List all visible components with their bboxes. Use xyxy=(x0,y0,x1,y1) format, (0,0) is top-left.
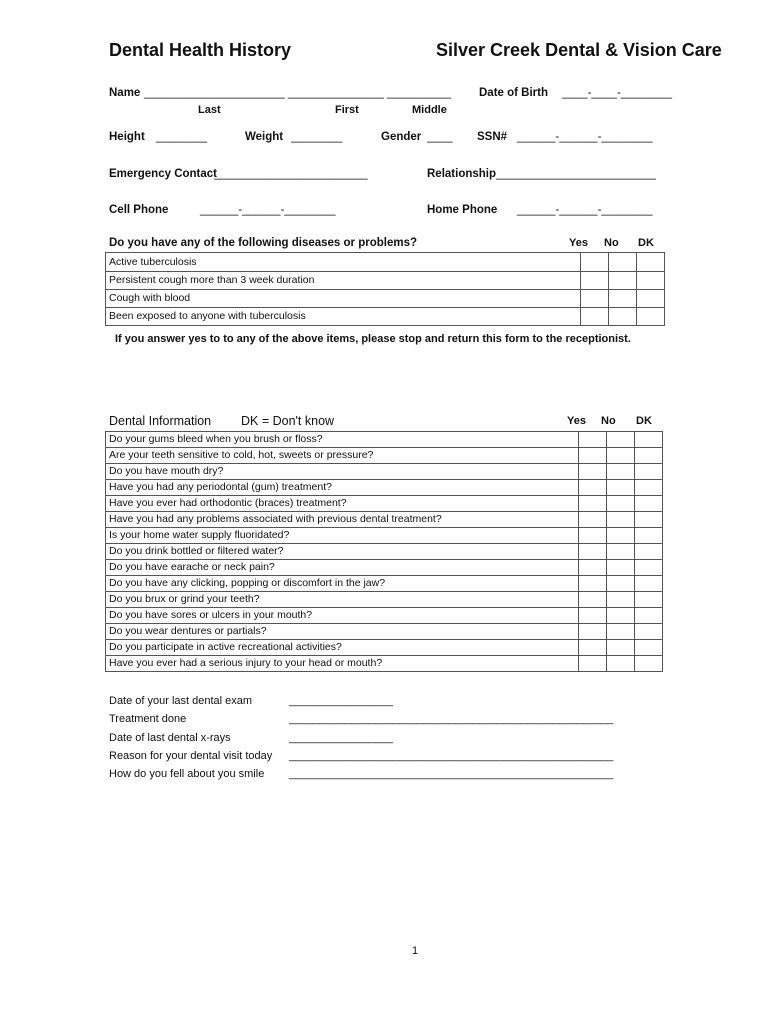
dental-dk-checkbox[interactable] xyxy=(635,640,663,656)
dental-dk-checkbox[interactable] xyxy=(635,656,663,672)
table-row xyxy=(106,640,663,656)
dental-question: Do you have any clicking, popping or discomfort in the jaw? xyxy=(106,576,579,592)
followup-label: Reason for your dental visit today xyxy=(109,750,273,762)
table-row xyxy=(106,576,663,592)
tb-dk-checkbox[interactable] xyxy=(637,308,665,326)
followup-field[interactable]: _____________________________________________________ xyxy=(289,750,614,762)
emergency-field[interactable]: ________________________ xyxy=(214,168,368,180)
form-title: Dental Health History xyxy=(109,40,292,60)
table-row xyxy=(106,496,663,512)
height-label: Height xyxy=(109,131,145,143)
cell-phone-field[interactable]: ______-______-________ xyxy=(200,204,336,216)
tb-item: Active tuberculosis xyxy=(106,253,581,272)
dob-field[interactable]: ____-____-________ xyxy=(562,87,672,99)
dental-question: Have you had any problems associated with previous dental treatment? xyxy=(106,512,579,528)
height-field[interactable]: ________ xyxy=(156,131,208,143)
dental-dk-checkbox[interactable] xyxy=(635,480,663,496)
tb-item: Persistent cough more than 3 week duration xyxy=(106,272,581,290)
dental-question: Do you wear dentures or partials? xyxy=(106,624,579,640)
dental-question: Do you participate in active recreational activities? xyxy=(106,640,579,656)
dental-dk-checkbox[interactable] xyxy=(635,608,663,624)
tb-item: Cough with blood xyxy=(106,290,581,308)
dental-yes-checkbox[interactable] xyxy=(579,560,607,576)
dental-dk-checkbox[interactable] xyxy=(635,592,663,608)
weight-field[interactable]: ________ xyxy=(291,131,343,143)
weight-label: Weight xyxy=(245,131,284,143)
relationship-label: Relationship xyxy=(427,168,497,180)
dental-yes-checkbox[interactable] xyxy=(579,528,607,544)
followup-label: How do you fell about you smile xyxy=(109,768,265,780)
dob-label: Date of Birth xyxy=(479,87,548,99)
followup-label: Date of your last dental exam xyxy=(109,695,253,707)
tb-col-no: No xyxy=(604,237,619,249)
dental-question: Have you ever had orthodontic (braces) treatment? xyxy=(106,496,579,512)
dental-dk-checkbox[interactable] xyxy=(635,496,663,512)
dental-table xyxy=(105,431,663,672)
gender-field[interactable]: ____ xyxy=(427,131,453,143)
dental-no-checkbox[interactable] xyxy=(607,608,635,624)
name-field[interactable]: ______________________ _______________ __________ xyxy=(144,87,451,99)
table-row xyxy=(106,448,663,464)
table-row xyxy=(106,464,663,480)
dental-dk-checkbox[interactable] xyxy=(635,432,663,448)
dental-yes-checkbox[interactable] xyxy=(579,624,607,640)
dental-col-yes: Yes xyxy=(567,415,586,427)
dental-dk-checkbox[interactable] xyxy=(635,464,663,480)
dental-dk-checkbox[interactable] xyxy=(635,560,663,576)
tb-yes-checkbox[interactable] xyxy=(581,308,609,326)
tb-no-checkbox[interactable] xyxy=(609,308,637,326)
table-row xyxy=(106,592,663,608)
emergency-label: Emergency Contact xyxy=(109,168,218,180)
dental-question: Do your gums bleed when you brush or floss? xyxy=(106,432,579,448)
dental-yes-checkbox[interactable] xyxy=(579,544,607,560)
name-sub-first: First xyxy=(335,104,359,116)
cell-phone-label: Cell Phone xyxy=(109,204,169,216)
dental-no-checkbox[interactable] xyxy=(607,640,635,656)
tb-dk-checkbox[interactable] xyxy=(637,272,665,290)
home-phone-label: Home Phone xyxy=(427,204,498,216)
tb-table xyxy=(105,252,665,326)
dental-dk-checkbox[interactable] xyxy=(635,448,663,464)
table-row xyxy=(106,432,663,448)
dental-no-checkbox[interactable] xyxy=(607,576,635,592)
dental-dk-checkbox[interactable] xyxy=(635,512,663,528)
home-phone-field[interactable]: ______-______-________ xyxy=(517,204,653,216)
table-row xyxy=(106,624,663,640)
dental-yes-checkbox[interactable] xyxy=(579,432,607,448)
dental-yes-checkbox[interactable] xyxy=(579,608,607,624)
table-row xyxy=(106,308,665,326)
tb-no-checkbox[interactable] xyxy=(609,272,637,290)
dental-yes-checkbox[interactable] xyxy=(579,496,607,512)
dental-question: Do you have mouth dry? xyxy=(106,464,579,480)
dental-question: Do you drink bottled or filtered water? xyxy=(106,544,579,560)
followup-label: Treatment done xyxy=(109,713,187,725)
dental-no-checkbox[interactable] xyxy=(607,512,635,528)
dental-yes-checkbox[interactable] xyxy=(579,640,607,656)
dental-yes-checkbox[interactable] xyxy=(579,656,607,672)
table-row xyxy=(106,528,663,544)
practice-name: Silver Creek Dental & Vision Care xyxy=(436,40,722,60)
tb-col-yes: Yes xyxy=(569,237,588,249)
table-row xyxy=(106,253,665,272)
tb-yes-checkbox[interactable] xyxy=(581,272,609,290)
table-row xyxy=(106,272,665,290)
tb-dk-checkbox[interactable] xyxy=(637,253,665,272)
dental-no-checkbox[interactable] xyxy=(607,560,635,576)
tb-dk-checkbox[interactable] xyxy=(637,290,665,308)
tb-col-dk: DK xyxy=(638,237,654,249)
dental-yes-checkbox[interactable] xyxy=(579,512,607,528)
tb-yes-checkbox[interactable] xyxy=(581,290,609,308)
dental-no-checkbox[interactable] xyxy=(607,528,635,544)
tb-note: If you answer yes to to any of the above items, please stop and return this form to the receptionist. xyxy=(115,333,631,345)
dental-question: Do you have sores or ulcers in your mouth? xyxy=(106,608,579,624)
dental-no-checkbox[interactable] xyxy=(607,496,635,512)
table-row xyxy=(106,512,663,528)
dk-note: DK = Don't know xyxy=(241,414,335,428)
name-label: Name xyxy=(109,87,141,99)
followup-field[interactable]: _________________ xyxy=(289,695,394,707)
dental-dk-checkbox[interactable] xyxy=(635,544,663,560)
dental-heading: Dental Information xyxy=(109,414,212,428)
table-row xyxy=(106,544,663,560)
table-row xyxy=(106,480,663,496)
dental-question: Do you brux or grind your teeth? xyxy=(106,592,579,608)
dental-yes-checkbox[interactable] xyxy=(579,464,607,480)
dental-no-checkbox[interactable] xyxy=(607,448,635,464)
dental-col-dk: DK xyxy=(636,415,652,427)
table-row xyxy=(106,656,663,672)
name-sub-last: Last xyxy=(198,104,221,116)
dental-yes-checkbox[interactable] xyxy=(579,448,607,464)
dental-question: Do you have earache or neck pain? xyxy=(106,560,579,576)
gender-label: Gender xyxy=(381,131,422,143)
dental-dk-checkbox[interactable] xyxy=(635,528,663,544)
dental-no-checkbox[interactable] xyxy=(607,656,635,672)
dental-no-checkbox[interactable] xyxy=(607,432,635,448)
dental-question: Is your home water supply fluoridated? xyxy=(106,528,579,544)
table-row xyxy=(106,608,663,624)
dental-no-checkbox[interactable] xyxy=(607,464,635,480)
dental-question: Are your teeth sensitive to cold, hot, sweets or pressure? xyxy=(106,448,579,464)
dental-question: Have you had any periodontal (gum) treatment? xyxy=(106,480,579,496)
tb-item: Been exposed to anyone with tuberculosis xyxy=(106,308,581,326)
dental-no-checkbox[interactable] xyxy=(607,544,635,560)
page-number: 1 xyxy=(412,945,419,957)
dental-col-no: No xyxy=(601,415,616,427)
tb-no-checkbox[interactable] xyxy=(609,253,637,272)
dental-yes-checkbox[interactable] xyxy=(579,480,607,496)
dental-yes-checkbox[interactable] xyxy=(579,576,607,592)
dental-no-checkbox[interactable] xyxy=(607,480,635,496)
table-row xyxy=(106,560,663,576)
tb-no-checkbox[interactable] xyxy=(609,290,637,308)
dental-dk-checkbox[interactable] xyxy=(635,624,663,640)
dental-no-checkbox[interactable] xyxy=(607,592,635,608)
ssn-field[interactable]: ______-______-________ xyxy=(517,131,653,143)
dental-question: Have you ever had a serious injury to your head or mouth? xyxy=(106,656,579,672)
table-row xyxy=(106,290,665,308)
tb-yes-checkbox[interactable] xyxy=(581,253,609,272)
dental-dk-checkbox[interactable] xyxy=(635,576,663,592)
tb-question: Do you have any of the following diseases or problems? xyxy=(109,237,418,249)
dental-yes-checkbox[interactable] xyxy=(579,592,607,608)
followup-field[interactable]: _________________ xyxy=(289,732,394,744)
name-sub-middle: Middle xyxy=(412,104,447,116)
followup-field[interactable]: _____________________________________________________ xyxy=(289,768,614,780)
followup-label: Date of last dental x-rays xyxy=(109,732,231,744)
ssn-label: SSN# xyxy=(477,131,508,143)
followup-field[interactable]: _____________________________________________________ xyxy=(289,713,614,725)
dental-no-checkbox[interactable] xyxy=(607,624,635,640)
relationship-field[interactable]: _________________________ xyxy=(496,168,656,180)
